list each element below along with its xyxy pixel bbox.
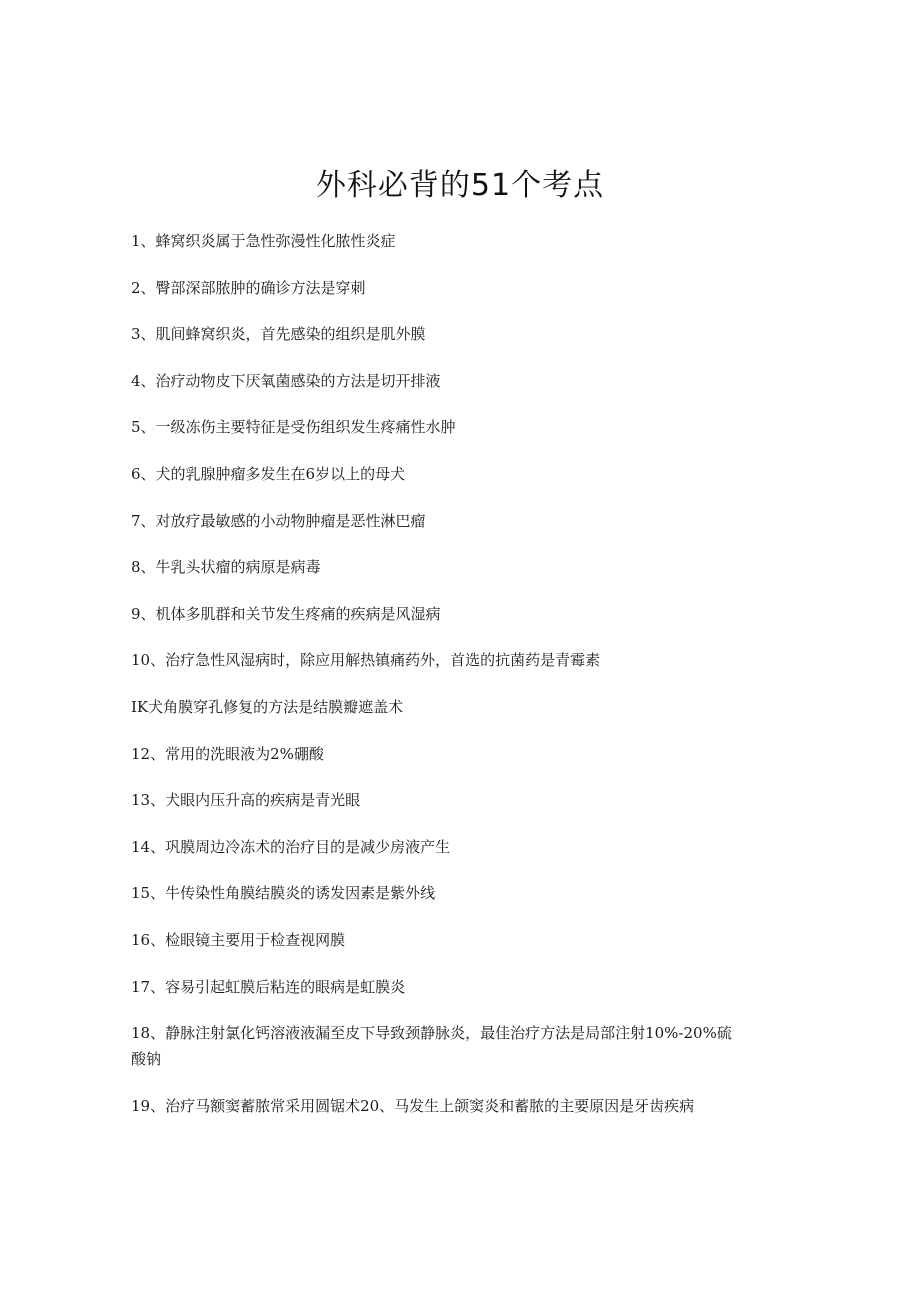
list-item: 4、治疗动物皮下厌氧菌感染的方法是切开排液 <box>131 371 441 390</box>
exam-point-list <box>131 228 791 1139</box>
document-title: 外科必背的51个考点 <box>315 168 605 203</box>
list-item: 8、牛乳头状瘤的病原是病毒 <box>131 558 321 577</box>
list-item: 19、治疗马额窦蓄脓常采用圆锯术20、马发生上颌窦炎和蓄脓的主要原因是牙齿疾病 <box>131 1096 695 1115</box>
list-item: 15、牛传染性角膜结膜炎的诱发因素是紫外线 <box>131 884 436 903</box>
list-item: 2、臀部深部脓肿的确诊方法是穿刺 <box>131 278 366 297</box>
list-item: IK犬角膜穿孔修复的方法是结膜瓣遮盖术 <box>131 697 404 716</box>
list-item: 6、犬的乳腺肿瘤多发生在6岁以上的母犬 <box>131 464 406 483</box>
list-item: 9、机体多肌群和关节发生疼痛的疾病是风湿病 <box>131 604 441 623</box>
list-item: 1、蜂窝织炎属于急性弥漫性化脓性炎症 <box>131 232 396 250</box>
list-item: 10、治疗急性风湿病时，除应用解热镇痛药外，首选的抗菌药是青霉素 <box>131 651 601 670</box>
list-item: 16、检眼镜主要用于检查视网膜 <box>131 930 346 949</box>
list-item: 7、对放疗最敏感的小动物肿瘤是恶性淋巴瘤 <box>131 511 426 530</box>
list-item: 18、静脉注射氯化钙溶液液漏至皮下导致颈静脉炎，最佳治疗方法是局部注射10%-20%硫酸钠 <box>131 1024 732 1069</box>
list-item: 3、肌间蜂窝织炎，首先感染的组织是肌外膜 <box>131 325 426 344</box>
list-item: 14、巩膜周边冷冻术的治疗目的是减少房液产生 <box>131 837 451 856</box>
list-item: 17、容易引起虹膜后粘连的眼病是虹膜炎 <box>131 977 406 996</box>
list-item: 5、一级冻伤主要特征是受伤组织发生疼痛性水肿 <box>131 418 456 437</box>
list-item: 13、犬眼内压升高的疾病是青光眼 <box>131 791 361 810</box>
list-item: 12、常用的洗眼液为2%硼酸 <box>131 744 324 763</box>
